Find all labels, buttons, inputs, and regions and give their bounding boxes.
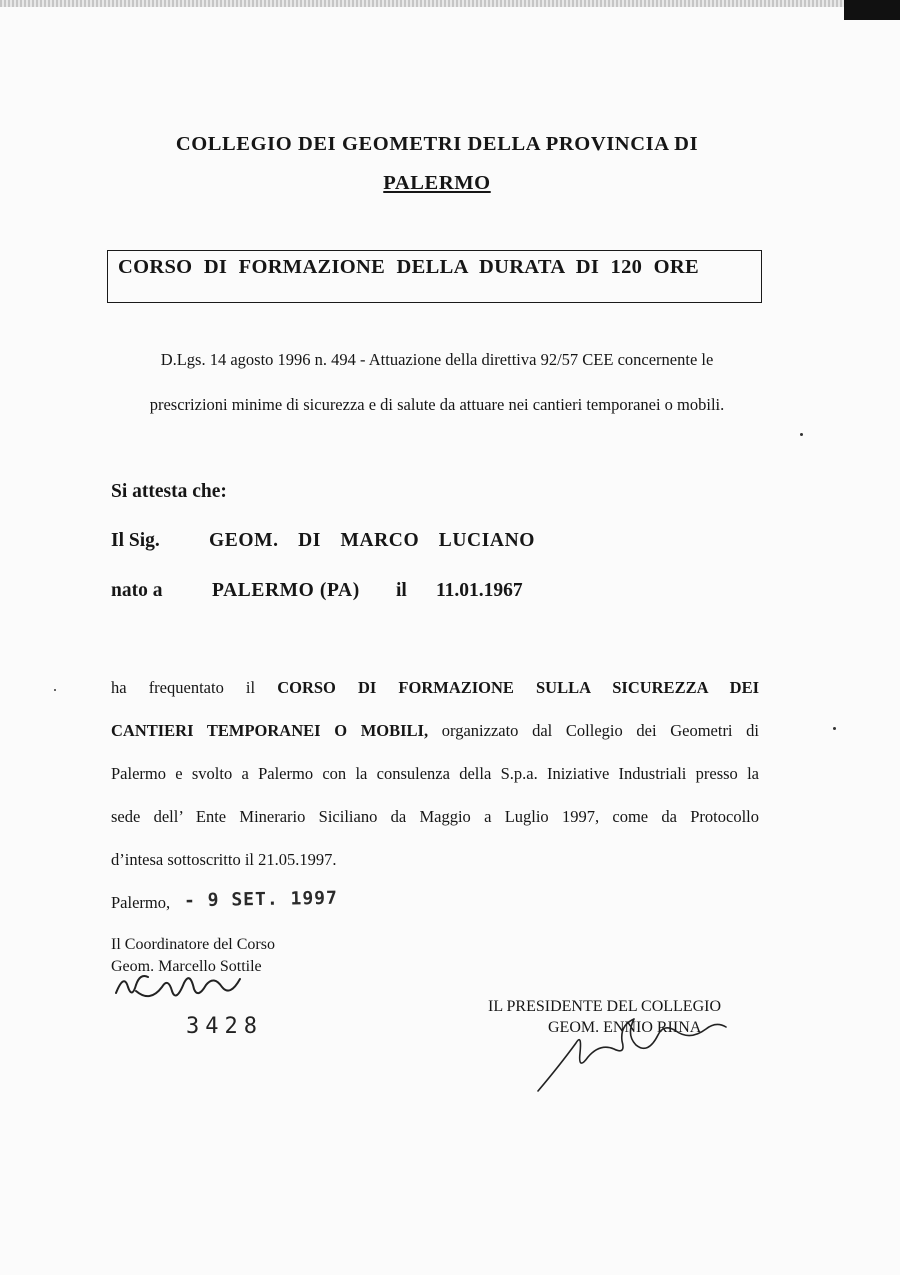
- birth-conjunction: il: [396, 580, 407, 601]
- name-label: Il Sig.: [111, 530, 160, 551]
- body-text: ha: [111, 678, 127, 697]
- body-line-4: sede dell’ Ente Minerario Siciliano da Maggio a Luglio 1997, come da Protocollo: [111, 807, 759, 826]
- birth-date: 11.01.1967: [436, 580, 523, 601]
- body-line-1: [111, 678, 759, 698]
- scan-speck: [54, 689, 56, 691]
- scan-speck: [800, 433, 803, 436]
- course-title: CORSO DI FORMAZIONE DELLA DURATA DI 120 ORE: [118, 256, 699, 278]
- body-line-3: Palermo e svolto a Palermo con la consulenza della S.p.a. Iniziative Industriali presso la: [111, 764, 759, 783]
- birth-label: nato a: [111, 580, 163, 601]
- scan-edge-artifact: [0, 0, 900, 7]
- institution-name: COLLEGIO DEI GEOMETRI DELLA PROVINCIA DI: [175, 133, 699, 155]
- institution-province: PALERMO: [383, 172, 491, 194]
- president-signature: [530, 1005, 750, 1100]
- law-reference-line-2: prescrizioni minime di sicurezza e di salute da attuare nei cantieri temporanei o mobili.: [149, 395, 725, 414]
- protocol-number-stamp: 3428: [186, 1014, 263, 1039]
- place: Palermo,: [111, 893, 171, 912]
- course-name-bold: CORSO DI FORMAZIONE SULLA SICUREZZA DEI: [277, 678, 760, 697]
- date-stamp: - 9 SET. 1997: [183, 887, 339, 912]
- scan-speck: [833, 727, 836, 730]
- attestation-intro: Si attesta che:: [111, 481, 227, 502]
- scan-corner-artifact: [844, 0, 900, 20]
- president-name: GEOM. ENNIO RIINA: [548, 1019, 702, 1036]
- coordinator-name: Geom. Marcello Sottile: [111, 958, 262, 975]
- course-name-bold: CANTIERI TEMPORANEI O MOBILI,: [111, 721, 429, 740]
- body-text: organizzato dal Collegio dei Geometri di: [441, 721, 760, 740]
- holder-name: GEOM. DI MARCO LUCIANO: [209, 530, 536, 551]
- coordinator-role: Il Coordinatore del Corso: [111, 936, 275, 953]
- birth-place: PALERMO (PA): [212, 580, 360, 601]
- body-line-5: d’intesa sottoscritto il 21.05.1997.: [111, 850, 337, 869]
- law-reference-line-1: D.Lgs. 14 agosto 1996 n. 494 - Attuazione della direttiva 92/57 CEE concernente le: [160, 350, 714, 369]
- body-text: frequentato il: [148, 678, 256, 697]
- coordinator-signature: [110, 965, 280, 1015]
- body-line-2: [111, 721, 759, 741]
- president-role: IL PRESIDENTE DEL COLLEGIO: [488, 998, 721, 1015]
